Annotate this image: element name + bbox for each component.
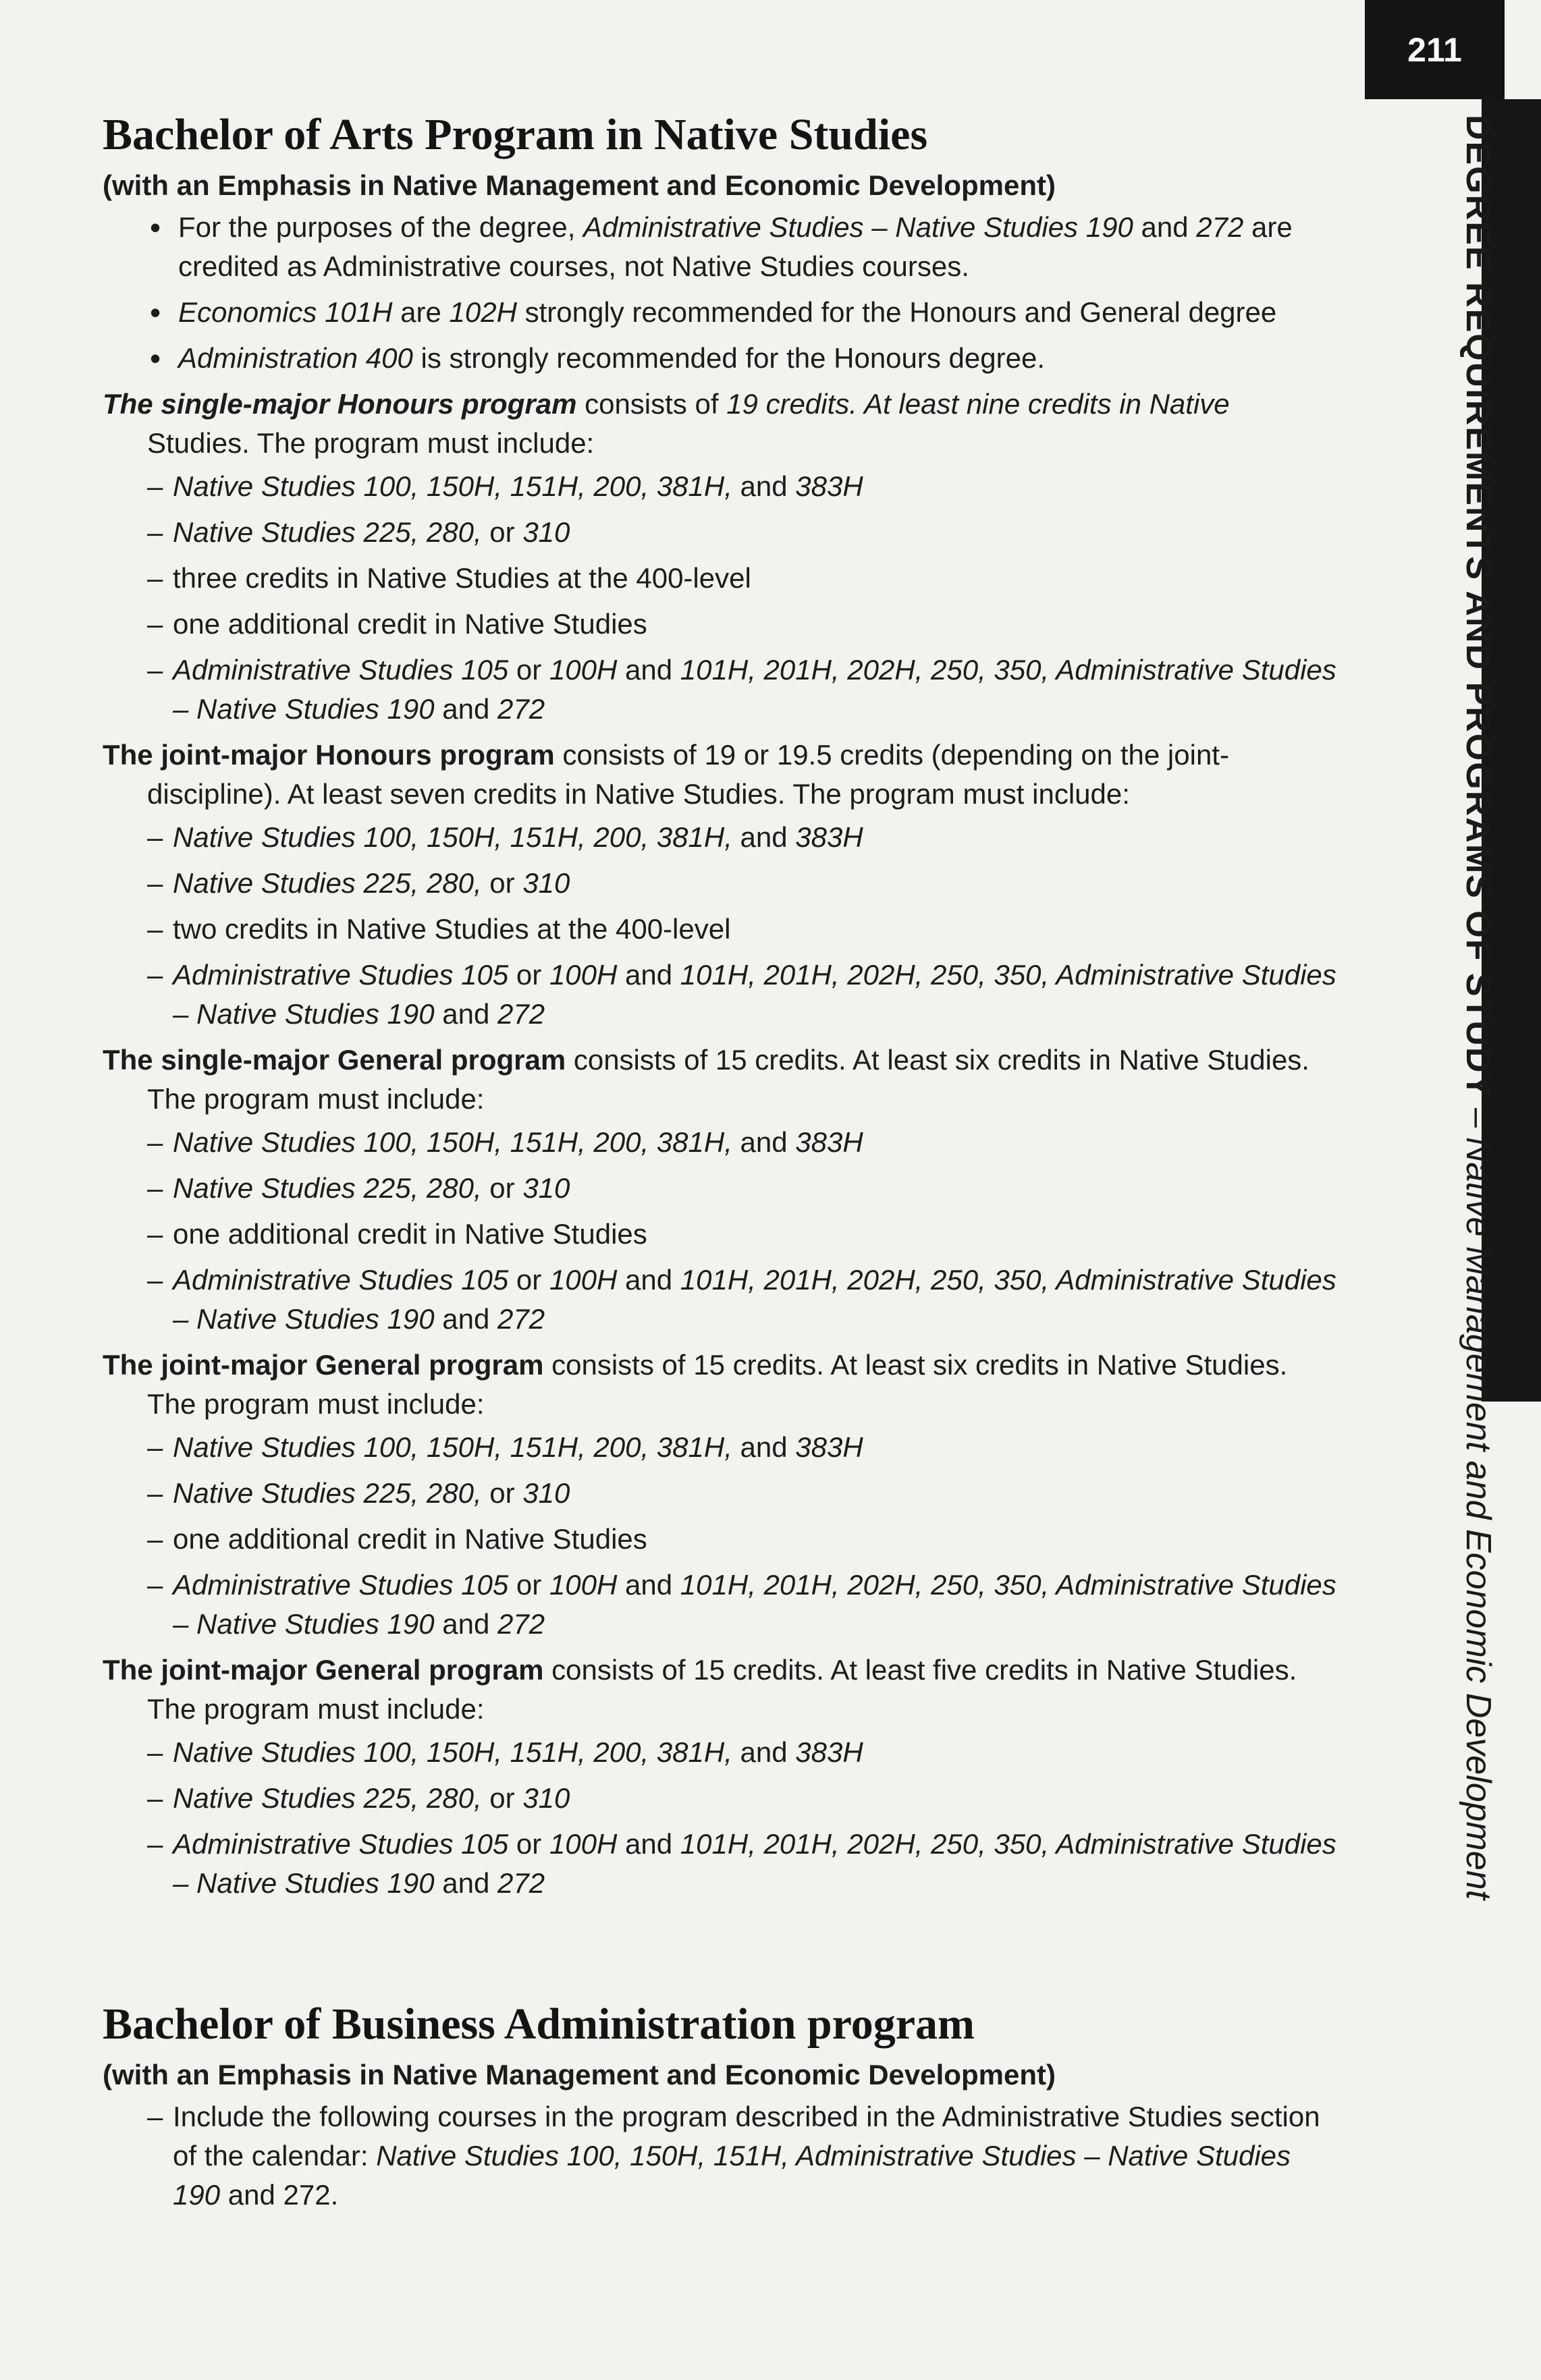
list-item: – Native Studies 225, 280, or 310 bbox=[147, 1169, 1338, 1208]
program-intro: The single-major Honours program consists of 19 credits. At least nine credits in Native Studies. The program must include: bbox=[103, 388, 1230, 459]
list-item: – Administrative Studies 105 or 100H and 101H, 201H, 202H, 250, 350, Administrative Studies – Native Studies 190 and 272 bbox=[147, 651, 1338, 729]
list-item: – Native Studies 100, 150H, 151H, 200, 381H, and 383H bbox=[147, 467, 1338, 506]
list-item: – Administrative Studies 105 or 100H and 101H, 201H, 202H, 250, 350, Administrative Studies – Native Studies 190 and 272 bbox=[147, 956, 1338, 1034]
list-item: • For the purposes of the degree, Administrative Studies – Native Studies 190 and 272 are credited as Administrative courses, not Native Studies courses. bbox=[150, 208, 1338, 286]
list-item: – Include the following courses in the program described in the Administrative Studies section of the calendar: Native Studies 100, 150H, 151H, Administrative Studies – Native Studies 190 and 272. bbox=[147, 2097, 1338, 2215]
side-section-label bbox=[1350, 115, 1498, 1900]
list-item: – one additional credit in Native Studies bbox=[147, 1215, 1338, 1254]
list-item: – Native Studies 225, 280, or 310 bbox=[147, 513, 1338, 552]
page-number: 211 bbox=[1365, 0, 1505, 99]
ba-section-subtitle: (with an Emphasis in Native Management and Economic Development) bbox=[103, 169, 1056, 201]
page-content bbox=[103, 108, 1338, 2221]
list-item: – Native Studies 100, 150H, 151H, 200, 381H, and 383H bbox=[147, 1428, 1338, 1467]
ba-notes-list bbox=[103, 208, 1338, 378]
requirement-list bbox=[103, 1123, 1338, 1339]
side-label-sub: Native Management and Economic Development bbox=[1459, 1137, 1498, 1900]
program-joint-major-honours bbox=[103, 736, 1338, 1034]
list-item: – Native Studies 100, 150H, 151H, 200, 381H, and 383H bbox=[147, 1123, 1338, 1162]
bba-section-title: Bachelor of Business Administration program bbox=[103, 1999, 975, 2049]
requirement-list bbox=[103, 1428, 1338, 1644]
list-item: – three credits in Native Studies at the 400-level bbox=[147, 559, 1338, 598]
program-joint-major-general bbox=[103, 1346, 1338, 1644]
list-item: • Economics 101H are 102H strongly recommended for the Honours and General degree bbox=[150, 293, 1338, 332]
list-item: – Administrative Studies 105 or 100H and 101H, 201H, 202H, 250, 350, Administrative Studies – Native Studies 190 and 272 bbox=[147, 1566, 1338, 1644]
program-intro: The joint-major General program consists of 15 credits. At least six credits in Native Studies. The program must include: bbox=[103, 1349, 1288, 1420]
list-item: – Native Studies 225, 280, or 310 bbox=[147, 1474, 1338, 1513]
ba-section-title: Bachelor of Arts Program in Native Studies bbox=[103, 110, 928, 159]
list-item: – Administrative Studies 105 or 100H and 101H, 201H, 202H, 250, 350, Administrative Studies – Native Studies 190 and 272 bbox=[147, 1825, 1338, 1903]
list-item: – Native Studies 225, 280, or 310 bbox=[147, 864, 1338, 903]
program-single-major-general bbox=[103, 1041, 1338, 1339]
program-intro: The single-major General program consists of 15 credits. At least six credits in Native Studies. The program must include: bbox=[103, 1044, 1309, 1115]
list-item: – one additional credit in Native Studies bbox=[147, 605, 1338, 644]
bba-section-subtitle: (with an Emphasis in Native Management and Economic Development) bbox=[103, 2059, 1056, 2091]
requirement-list bbox=[103, 1733, 1338, 1903]
list-item: – two credits in Native Studies at the 400-level bbox=[147, 910, 1338, 949]
list-item: • Administration 400 is strongly recommended for the Honours degree. bbox=[150, 339, 1338, 378]
list-item: – Native Studies 100, 150H, 151H, 200, 381H, and 383H bbox=[147, 1733, 1338, 1772]
list-item: – one additional credit in Native Studies bbox=[147, 1520, 1338, 1559]
list-item: – Native Studies 225, 280, or 310 bbox=[147, 1779, 1338, 1818]
program-single-major-honours bbox=[103, 385, 1338, 729]
program-intro: The joint-major Honours program consists of 19 or 19.5 credits (depending on the joint-discipline). At least seven credits in Native Studies. The program must include: bbox=[103, 739, 1229, 810]
list-item: – Native Studies 100, 150H, 151H, 200, 381H, and 383H bbox=[147, 818, 1338, 857]
requirement-list bbox=[103, 818, 1338, 1034]
requirement-list bbox=[103, 467, 1338, 729]
list-item: – Administrative Studies 105 or 100H and 101H, 201H, 202H, 250, 350, Administrative Studies – Native Studies 190 and 272 bbox=[147, 1261, 1338, 1339]
program-intro: The joint-major General program consists of 15 credits. At least five credits in Native Studies. The program must include: bbox=[103, 1654, 1297, 1725]
program-joint-major-general-alt bbox=[103, 1651, 1338, 1903]
bba-requirement-list bbox=[103, 2097, 1338, 2215]
side-label-separator: – bbox=[1459, 1108, 1498, 1128]
side-label-main: DEGREE REQUIREMENTS AND PROGRAMS OF STUDY bbox=[1459, 115, 1498, 1099]
